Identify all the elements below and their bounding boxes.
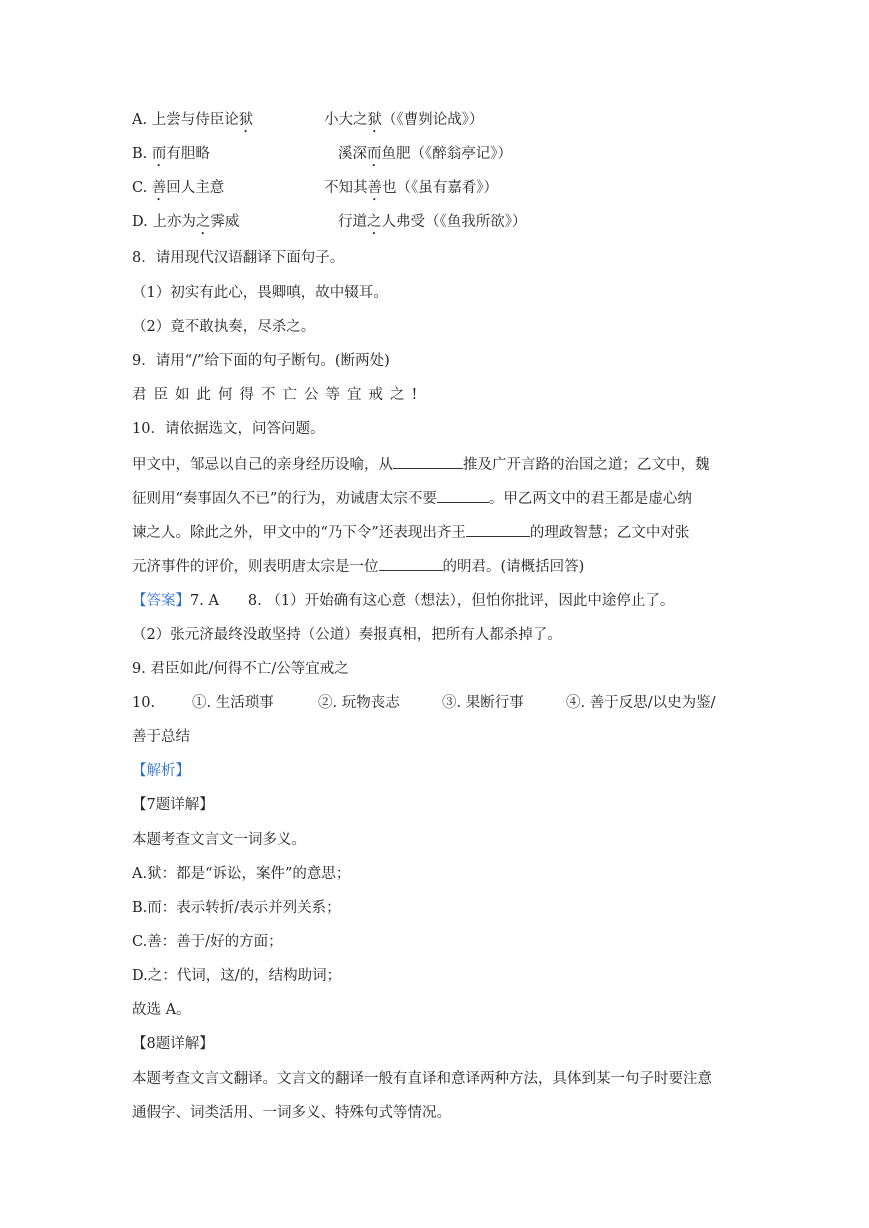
- q10-text: 推及广开言路的治国之道；乙文中，魏: [463, 457, 710, 473]
- q8-detail-line-1: 本题考查文言文翻译。文言文的翻译一般有直译和意译两种方法，具体到某一句子时要注意: [132, 1071, 712, 1087]
- emphasized-char: 狱: [367, 112, 382, 128]
- option-right-pre: 不知其: [324, 180, 368, 196]
- option-a: [132, 110, 484, 136]
- q8-title: 8．请用现代汉语翻译下面句子。: [132, 250, 345, 266]
- analysis-tag: 【解析】: [132, 763, 190, 779]
- option-label: A.: [132, 112, 152, 128]
- option-right-pre: 行道: [338, 214, 367, 230]
- q7-detail-d: D.之：代词，这/的，结构助词；: [132, 968, 342, 984]
- q7-detail-a: A.狱：都是“诉讼，案件”的意思；: [132, 866, 351, 882]
- answer-blank: [437, 488, 489, 503]
- emphasized-char: 之: [367, 214, 382, 230]
- answer-item: ③. 果断行事: [442, 695, 524, 711]
- option-right: [338, 212, 527, 238]
- q10-text: 谏之人。除此之外，甲文中的“乃下令”还表现出齐王: [132, 525, 466, 541]
- option-right-pre: 小大之: [324, 112, 368, 128]
- q8-sentence-1: （1）初实有此心，畏卿嗔，故中辍耳。: [132, 285, 388, 301]
- answer-text: 7. A 8. （1）开始确有这心意（想法），但怕你批评，因此中途停止了。: [190, 593, 675, 609]
- q8-sentence-2: （2）竟不敢执奏，尽杀之。: [132, 319, 316, 335]
- option-left-post: 霁威: [210, 214, 240, 230]
- emphasized-char: 而: [151, 146, 167, 162]
- q7-detail-intro: 本题考查文言文一词多义。: [132, 832, 306, 848]
- answer-line-2: （2）张元济最终没敢坚持（公道）奏报真相，把所有人都杀掉了。: [132, 627, 562, 643]
- option-left-text: 回人主意: [166, 180, 225, 196]
- q10-text: 的理政智慧；乙文中对张: [529, 525, 690, 541]
- q7-detail-c: C.善：善于/好的方面；: [132, 934, 283, 950]
- option-right: [324, 110, 484, 136]
- answer-num: 10.: [132, 695, 156, 711]
- answer-line-3: 9. 君臣如此/何得不亡/公等宜戒之: [132, 661, 349, 677]
- option-left-text: 上尝与侍臣论: [151, 112, 239, 128]
- q10-text: 。甲乙两文中的君王都是虚心纳: [488, 491, 692, 507]
- answer-tag: 【答案】: [132, 593, 190, 609]
- q10-text: 征则用“奏事固久不已”的行为，劝诫唐太宗不要: [132, 491, 437, 507]
- q7-detail-heading: 【7题详解】: [132, 797, 214, 813]
- emphasized-char: 善: [367, 180, 382, 196]
- q10-title: 10．请依据选文，问答问题。: [132, 421, 325, 437]
- emphasized-char: 而: [367, 146, 382, 162]
- option-right-post: 也（《虽有嘉肴》）: [382, 180, 498, 196]
- q7-detail-b: B.而：表示转折/表示并列关系；: [132, 900, 341, 916]
- answer-blank: [393, 454, 463, 469]
- q8-detail-line-2: 通假字、词类活用、一词多义、特殊句式等情况。: [132, 1105, 451, 1121]
- q10-para-line-4: [132, 556, 584, 577]
- option-c: [132, 178, 498, 204]
- option-right-post: 鱼肥（《醉翁亭记》）: [381, 146, 512, 162]
- q8-detail-heading: 【8题详解】: [132, 1036, 214, 1052]
- answer-line-4: [132, 693, 716, 713]
- option-right-post: 人弗受（《鱼我所欲》）: [381, 214, 527, 230]
- q10-text: 甲文中，邹忌以自己的亲身经历设喻，从: [132, 457, 393, 473]
- option-left-text: 上亦为: [152, 214, 196, 230]
- q9-title: 9．请用“/”给下面的句子断句。(断两处): [132, 353, 390, 369]
- answer-line-5: 善于总结: [132, 729, 190, 745]
- emphasized-char: 狱: [238, 112, 254, 128]
- option-label: C.: [132, 180, 152, 196]
- q7-detail-pick: 故选 A。: [132, 1002, 191, 1018]
- q10-para-line-1: [132, 454, 710, 475]
- emphasized-char: 之: [195, 214, 211, 230]
- option-b: [132, 144, 512, 170]
- option-right: [338, 144, 512, 170]
- answer-item: ④. 善于反思/以史为鉴/: [566, 695, 716, 711]
- option-right: [324, 178, 498, 204]
- q10-text: 元济事件的评价，则表明唐太宗是一位: [132, 559, 379, 575]
- answer-blank: [379, 556, 443, 571]
- q10-para-line-2: [132, 488, 692, 509]
- q9-sentence: 君臣如此何得不亡公等宜戒之!: [132, 387, 425, 403]
- option-right-post: （《曹刿论战》）: [382, 112, 484, 128]
- option-label: D.: [132, 214, 153, 230]
- answer-item: ②. 玩物丧志: [318, 695, 400, 711]
- answer-item: ①. 生活琐事: [192, 695, 274, 711]
- q10-para-line-3: [132, 522, 689, 543]
- option-right-pre: 溪深: [338, 146, 367, 162]
- emphasized-char: 善: [151, 180, 167, 196]
- option-label: B.: [132, 146, 152, 162]
- answer-blank: [466, 522, 530, 537]
- answer-line-1: [132, 591, 674, 611]
- option-d: [132, 212, 527, 238]
- option-left-text: 有胆略: [166, 146, 210, 162]
- q10-text: 的明君。(请概括回答): [442, 559, 585, 575]
